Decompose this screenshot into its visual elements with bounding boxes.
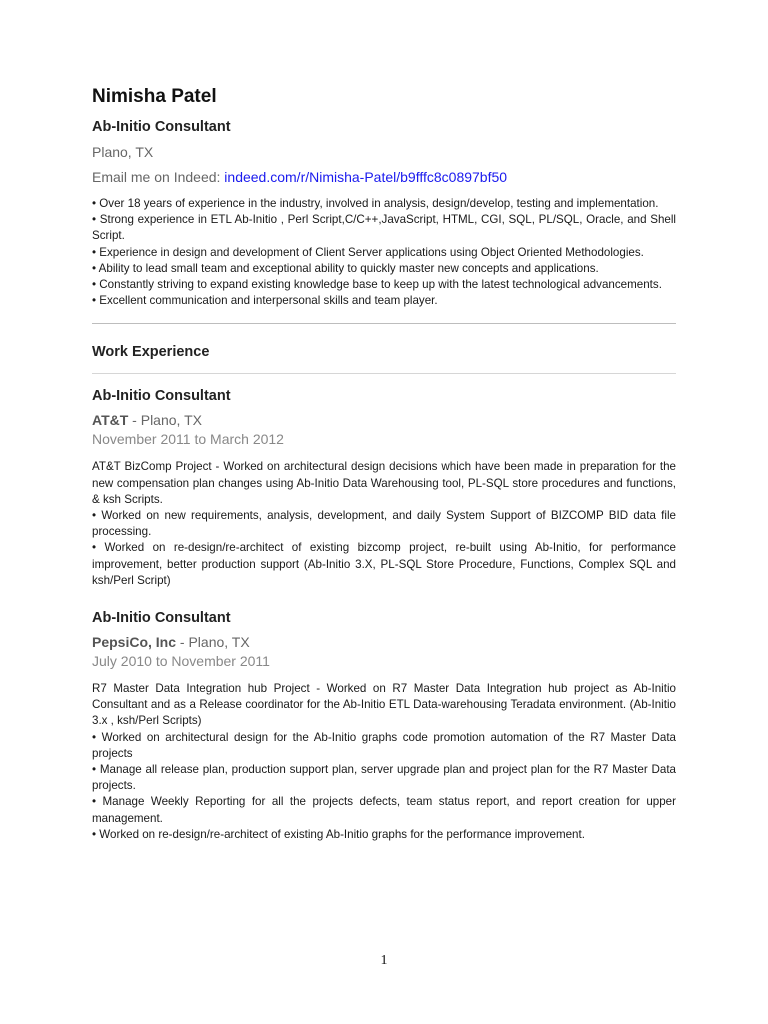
job-description-item: • Worked on architectural design for the Ab-Initio graphs code promotion automation of the R7 Master Data projects [92, 730, 676, 760]
job-description-item: • Manage Weekly Reporting for all the projects defects, team status report, and report creation for upper management. [92, 795, 676, 825]
job-entry [92, 386, 676, 589]
summary-item: • Over 18 years of experience in the industry, involved in analysis, design/develop, testing and implementation. [92, 197, 659, 210]
resume-page [92, 84, 676, 843]
candidate-location: Plano, TX [92, 144, 154, 160]
summary-item: • Constantly striving to expand existing knowledge base to keep up with the latest technological advancements. [92, 278, 662, 292]
summary [92, 196, 676, 309]
job-title: Ab-Initio Consultant [92, 610, 231, 627]
candidate-name: Nimisha Patel [92, 86, 217, 107]
job-company: PepsiCo, Inc [92, 634, 177, 651]
section-divider [92, 373, 676, 374]
job-description-item: • Manage all release plan, production support plan, server upgrade plan and project plan for the R7 Master Data projects. [92, 763, 676, 793]
summary-item: • Excellent communication and interpersonal skills and team player. [92, 294, 438, 308]
job-location: - Plano, TX [176, 634, 250, 651]
job-description-item: • Worked on re-design/re-architect of existing Ab-Initio graphs for the performance improvement. [92, 827, 585, 841]
job-entry [92, 608, 676, 843]
job-dates: November 2011 to March 2012 [92, 431, 284, 448]
email-line [92, 167, 676, 187]
job-dates: July 2010 to November 2011 [92, 653, 270, 670]
work-experience-title: Work Experience [92, 344, 210, 361]
candidate-headline: Ab-Initio Consultant [92, 119, 231, 135]
job-description-item: • Worked on new requirements, analysis, development, and daily System Support of BIZCOMP BID data file processing. [92, 509, 676, 539]
job-description [92, 459, 676, 589]
page-number: 1 [380, 953, 388, 968]
summary-item: • Strong experience in ETL Ab-Initio , Perl Script,C/C++,JavaScript, HTML, CGI, SQL, PL/SQL, Oracle, and Shell Script. [92, 213, 676, 243]
job-location: - Plano, TX [128, 412, 202, 429]
job-description-item: AT&T BizComp Project - Worked on architectural design decisions which have been made in preparation for the new compensation plan changes using Ab-Initio Data Warehousing tool, PL-SQL store procedures and functions, & ksh Scripts. [92, 460, 676, 506]
section-divider [92, 323, 676, 324]
job-company: AT&T [92, 412, 129, 429]
email-label: Email me on Indeed: [92, 169, 225, 185]
summary-item: • Experience in design and development of Client Server applications using Object Oriented Methodologies. [92, 245, 644, 259]
job-description-item: R7 Master Data Integration hub Project - Worked on R7 Master Data Integration hub project as Ab-Initio Consultant and as a Release coordinator for the Ab-Initio ETL Data-warehousing Teradata environment. (Ab-Initio 3.x , ksh/Perl Scripts) [92, 682, 676, 728]
job-description [92, 681, 676, 843]
job-company-line [92, 633, 676, 652]
job-description-item: • Worked on re-design/re-architect of existing bizcomp project, re-built using Ab-Initio, for performance improvement, better production support (Ab-Initio 3.X, PL-SQL Store Procedure, Functions, Complex SQL and ksh/Perl Script) [92, 541, 676, 587]
job-company-line [92, 411, 676, 430]
email-link[interactable]: indeed.com/r/Nimisha-Patel/b9fffc8c0897bf50 [224, 169, 508, 185]
summary-item: • Ability to lead small team and exceptional ability to quickly master new concepts and applications. [92, 261, 599, 275]
job-title: Ab-Initio Consultant [92, 388, 231, 405]
